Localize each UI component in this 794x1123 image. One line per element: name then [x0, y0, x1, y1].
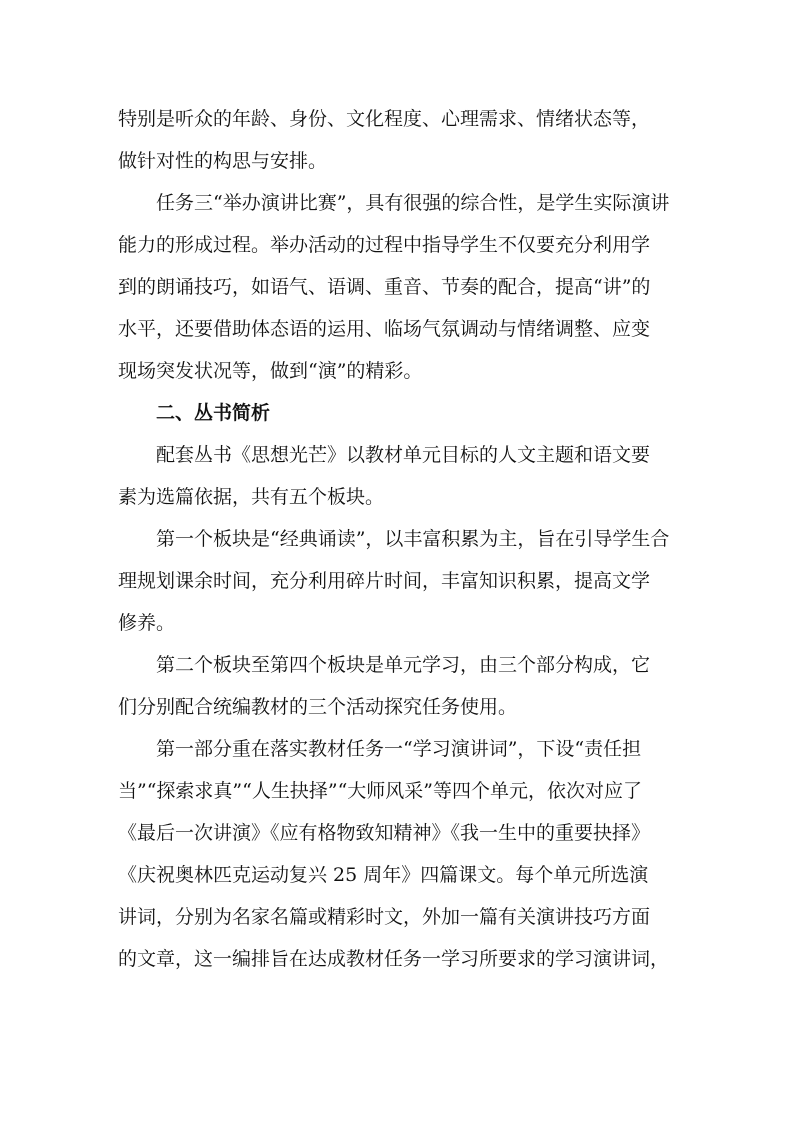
text-line-19: 《庆祝奥林匹克运动复兴 25 周年》四篇课文。每个单元所选演 [118, 864, 649, 886]
text-line-7: 现场突发状况等，做到“演”的精彩。 [118, 360, 423, 382]
text-line-13: 修养。 [118, 612, 176, 634]
text-line-12: 理规划课余时间，充分利用碎片时间，丰富知识积累，提高文学 [118, 570, 651, 592]
section-heading: 二、丛书简析 [156, 402, 271, 424]
text-line-16: 第一部分重在落实教材任务一“学习演讲词”，下设“责任担 [156, 738, 642, 760]
text-line-3: 任务三“举办演讲比赛”，具有很强的综合性，是学生实际演讲 [156, 192, 670, 214]
text-line-6: 水平，还要借助体态语的运用、临场气氛调动与情绪调整、应变 [118, 318, 651, 340]
text-line-17: 当”“探索求真”“人生抉择”“大师风采”等四个单元，依次对应了 [118, 780, 642, 802]
text-line-4: 能力的形成过程。举办活动的过程中指导学生不仅要充分利用学 [118, 234, 651, 256]
text-line-11: 第一个板块是“经典诵读”，以丰富积累为主，旨在引导学生合 [156, 528, 670, 550]
text-line-15: 们分别配合统编教材的三个活动探究任务使用。 [118, 696, 518, 718]
text-line-9: 配套丛书《思想光芒》以教材单元目标的人文主题和语文要 [156, 444, 651, 466]
text-line-2: 做针对性的构思与安排。 [118, 150, 328, 172]
text-line-21: 的文章，这一编排旨在达成教材任务一学习所要求的学习演讲词， [118, 948, 670, 970]
text-line-20: 讲词，分别为名家名篇或精彩时文，外加一篇有关演讲技巧方面 [118, 906, 651, 928]
text-line-10: 素为选篇依据，共有五个板块。 [118, 486, 385, 508]
text-line-1: 特别是听众的年龄、身份、文化程度、心理需求、情绪状态等， [118, 108, 651, 130]
text-line-5: 到的朗诵技巧，如语气、语调、重音、节奏的配合，提高“讲”的 [118, 276, 651, 298]
text-line-14: 第二个板块至第四个板块是单元学习，由三个部分构成，它 [156, 654, 651, 676]
text-line-18: 《最后一次讲演》《应有格物致知精神》《我一生中的重要抉择》 [118, 822, 651, 844]
